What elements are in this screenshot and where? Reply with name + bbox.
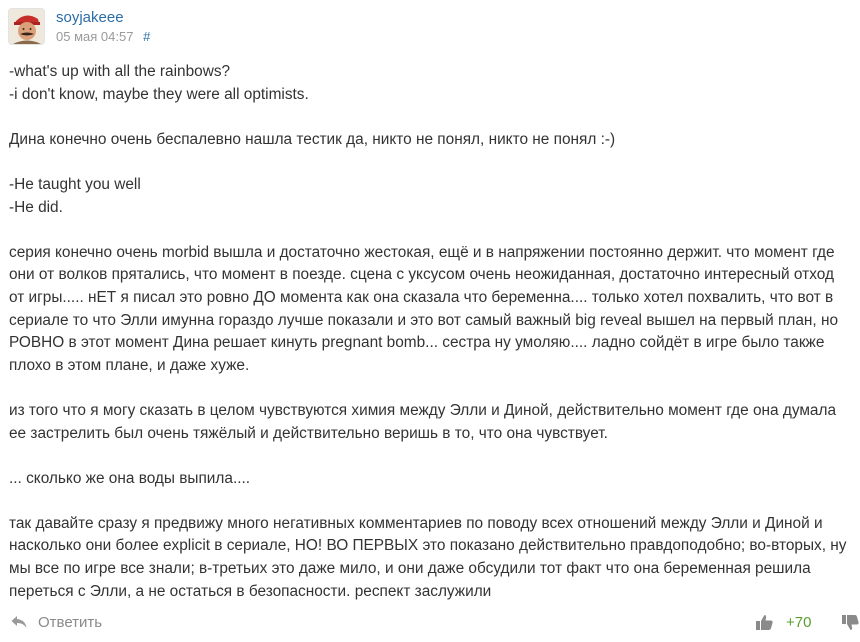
reply-button[interactable] — [10, 613, 102, 631]
comment-line: Дина конечно очень беспалевно нашла тестик да, никто не понял, никто не понял :-) — [9, 130, 616, 148]
timestamp: 05 мая 04:57 — [56, 29, 134, 44]
comment-footer — [0, 611, 860, 635]
comment-line: серия конечно очень morbid вышла и достаточно жестокая, ещё и в напряжении постоянно держит. что момент где они от волков прятались, что момент в поезде. сцена с уксусом очень неожиданная, достаточно интересный отход от игры..... нЕТ я писал это ровно ДО момента как она сказала что беременна.... только хотел похвалить, что вот в сериале то что Элли имунна гораздо лучше показали и это вот самый важный big reveal вышел на первый план, но РОВНО в этот момент Дина решает кинуть pregnant bomb... сестра ну умоляю.... ладно сойдёт в игре было также плохо в этом плане, и даже хуже. — [9, 243, 839, 374]
comment-line: -what's up with all the rainbows? — [9, 63, 231, 80]
comment-paragraph — [9, 400, 849, 445]
thumb-up-icon[interactable] — [755, 613, 774, 632]
comment-body — [9, 61, 849, 626]
vote-score: +70 — [786, 614, 812, 631]
comment-line: так давайте сразу я предвижу много негативных комментариев по поводу всех отношений между Элли и Диной и насколько они более explicit в сериале, НО! ВО ПЕРВЫХ это показано действительно правдоподобно; во-вторых, ну мы все по игре все знали; в-третьих это даже мило, и они даже обсудили тот факт что она беременная решила переться с Элли, а не остаться в безопасности. респект заслужили — [9, 514, 847, 600]
reply-label: Ответить — [38, 613, 103, 631]
permalink-anchor[interactable]: # — [143, 29, 151, 44]
comment-paragraph — [9, 129, 849, 152]
comment-paragraph — [9, 513, 849, 603]
avatar[interactable] — [8, 8, 45, 45]
comment-paragraph — [9, 174, 849, 219]
comment-line: -He did. — [9, 198, 63, 216]
comment-line: -He taught you well — [9, 175, 141, 193]
comment-line: -i don't know, maybe they were all optimists. — [9, 85, 309, 103]
thumb-down-icon[interactable] — [841, 613, 860, 632]
reply-arrow-icon — [10, 613, 28, 631]
comment-line: из того что я могу сказать в целом чувствуются химия между Элли и Диной, действительно момент где она думала ее застрелить был очень тяжёлый и действительно веришь в то, что она чувствует. — [9, 401, 837, 442]
comment-paragraph — [9, 242, 849, 378]
avatar-image — [9, 9, 44, 44]
comment-paragraph — [9, 468, 849, 491]
comment-paragraph — [9, 61, 849, 106]
author-link[interactable]: soyjakeee — [56, 9, 124, 26]
comment-line: ... сколько же она воды выпила.... — [9, 469, 251, 487]
comment-meta — [56, 29, 150, 45]
